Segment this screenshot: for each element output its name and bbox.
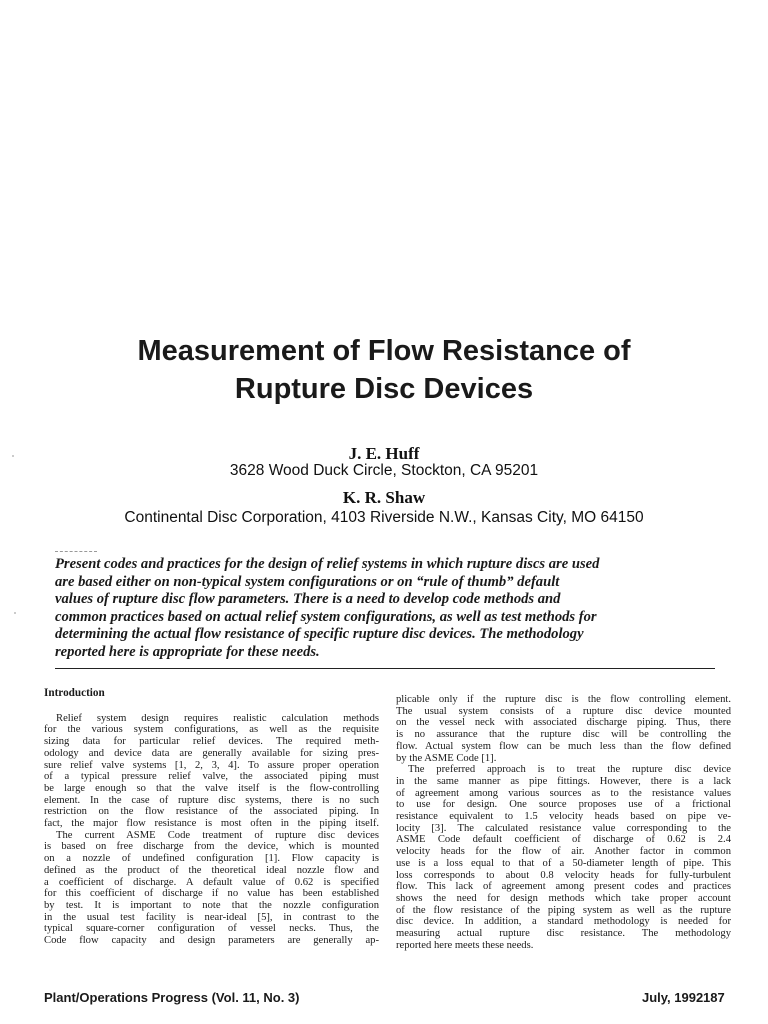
body-line: defined as the product of the theoretical ideal nozzle flow and [44, 864, 379, 876]
body-column-right [396, 694, 731, 951]
body-line: loss corresponds to about 0.8 velocity heads for fully-turbulent [396, 869, 731, 881]
body-line: sure relief valve systems [1, 2, 3, 4]. To assure proper operation [44, 759, 379, 771]
body-line: for this coefficient of discharge if no value has been established [44, 888, 379, 900]
author-affiliation-2: Continental Disc Corporation, 4103 Riverside N.W., Kansas City, MO 64150 [124, 509, 644, 526]
body-line: plicable only if the rupture disc is the flow controlling element. [396, 694, 731, 705]
body-line: for the various system configurations, as well as the requisite [44, 724, 379, 736]
body-line: flow. Actual system flow can be much less than the flow defined [396, 740, 731, 752]
body-line: of a typical pressure relief valve, the associated piping must [44, 771, 379, 783]
article-title [0, 332, 768, 408]
scan-speck [12, 455, 14, 457]
footer-date: July, 1992 [642, 990, 704, 1005]
body-line: The current ASME Code treatment of rupture disc devices [56, 829, 379, 841]
abstract-line: are based either on non-typical system configurations or on “rule of thumb” default [55, 573, 560, 590]
body-line: Code flow capacity and design parameters are generally ap- [44, 935, 379, 947]
body-line: by the ASME Code [1]. [396, 752, 497, 764]
body-line: disc device. In addition, a standard methodology is needed for [396, 916, 731, 928]
abstract [55, 556, 715, 662]
body-line: odology and device data are generally available for sizing pres- [44, 747, 379, 759]
scan-speck [14, 612, 16, 614]
body-line: velocity heads for the flow of air. Another factor in common [396, 846, 731, 858]
abstract-rule [55, 668, 715, 669]
footer-journal: Plant/Operations Progress (Vol. 11, No. 3) [44, 990, 300, 1005]
body-line: a coefficient of discharge. A default value of 0.62 is specified [44, 876, 379, 888]
body-line: flow. This lack of agreement among present codes and practices [396, 881, 731, 893]
body-line: The usual system consists of a rupture disc device mounted [396, 705, 731, 717]
author-name-2: K. R. Shaw [342, 488, 426, 507]
body-line: on the vessel neck with associated discharge piping. Thus, there [396, 717, 731, 729]
body-line: resistance equivalent to 1.5 velocity heads based on pipe ve- [396, 811, 731, 823]
body-line: on a nozzle of undefined configuration [1]. Flow capacity is [44, 853, 379, 865]
body-line: in the same manner as pipe fittings. However, there is a lack [396, 775, 731, 787]
body-line: The preferred approach is to treat the rupture disc device [408, 764, 731, 776]
title-line-1: Measurement of Flow Resistance of [137, 335, 631, 367]
body-line: fact, the major flow resistance is most often in the piping itself. [44, 818, 379, 830]
abstract-line: common practices based on actual relief system configurations, as well as test methods for [55, 608, 597, 625]
footer-page-number: 187 [703, 990, 725, 1005]
abstract-line: Present codes and practices for the design of relief systems in which rupture discs are used [55, 556, 600, 572]
body-line: of agreement among various sources as to the resistance values [396, 787, 731, 799]
body-line: typical square-corner configuration of vessel necks. Thus, the [44, 923, 379, 935]
body-line: restriction on the flow resistance of the associated piping. In [44, 806, 379, 818]
dash-mark [55, 551, 97, 552]
author-name-1: J. E. Huff [348, 444, 420, 463]
body-line: sizing data for particular relief devices. The required meth- [44, 736, 379, 748]
body-line: locity [3]. The calculated resistance value corresponding to the [396, 822, 731, 834]
author-affiliation-1: 3628 Wood Duck Circle, Stockton, CA 95201 [229, 462, 539, 479]
body-line: in the usual test facility is near-ideal [5], in contrast to the [44, 911, 379, 923]
abstract-line: values of rupture disc flow parameters. There is a need to develop code methods and [55, 591, 561, 608]
body-line: of the flow resistance of the piping system as well as the rupture [396, 904, 731, 916]
body-line: be large enough so that the valve itself is the flow-controlling [44, 782, 379, 794]
body-line: element. In the case of rupture disc systems, there is no such [44, 794, 379, 806]
body-line: reported here meets these needs. [396, 939, 534, 951]
body-line: is no assurance that the rupture disc will be controlling the [396, 729, 731, 741]
section-heading-introduction: Introduction [44, 687, 105, 699]
body-line: measuring actual rupture disc resistance. The methodology [396, 928, 731, 940]
title-line-2: Rupture Disc Devices [234, 373, 534, 405]
body-line: to use for design. One source proposes use of a frictional [396, 799, 731, 811]
body-line: Relief system design requires realistic calculation methods [56, 712, 379, 724]
abstract-line: determining the actual flow resistance of specific rupture disc devices. The methodology [55, 626, 584, 643]
body-line: is based on free discharge from the device, which is mounted [44, 841, 379, 853]
body-line: by test. It is important to note that the nozzle configuration [44, 899, 379, 911]
body-column-left [44, 688, 379, 947]
body-line: shows the need for design methods which take proper account [396, 892, 731, 904]
abstract-line: reported here is appropriate for these needs. [55, 643, 320, 660]
body-line: use is a loss equal to that of a 50-diameter length of pipe. This [396, 857, 731, 869]
body-line: ASME Code default coefficient of discharge of 0.62 is 2.4 [396, 834, 731, 846]
